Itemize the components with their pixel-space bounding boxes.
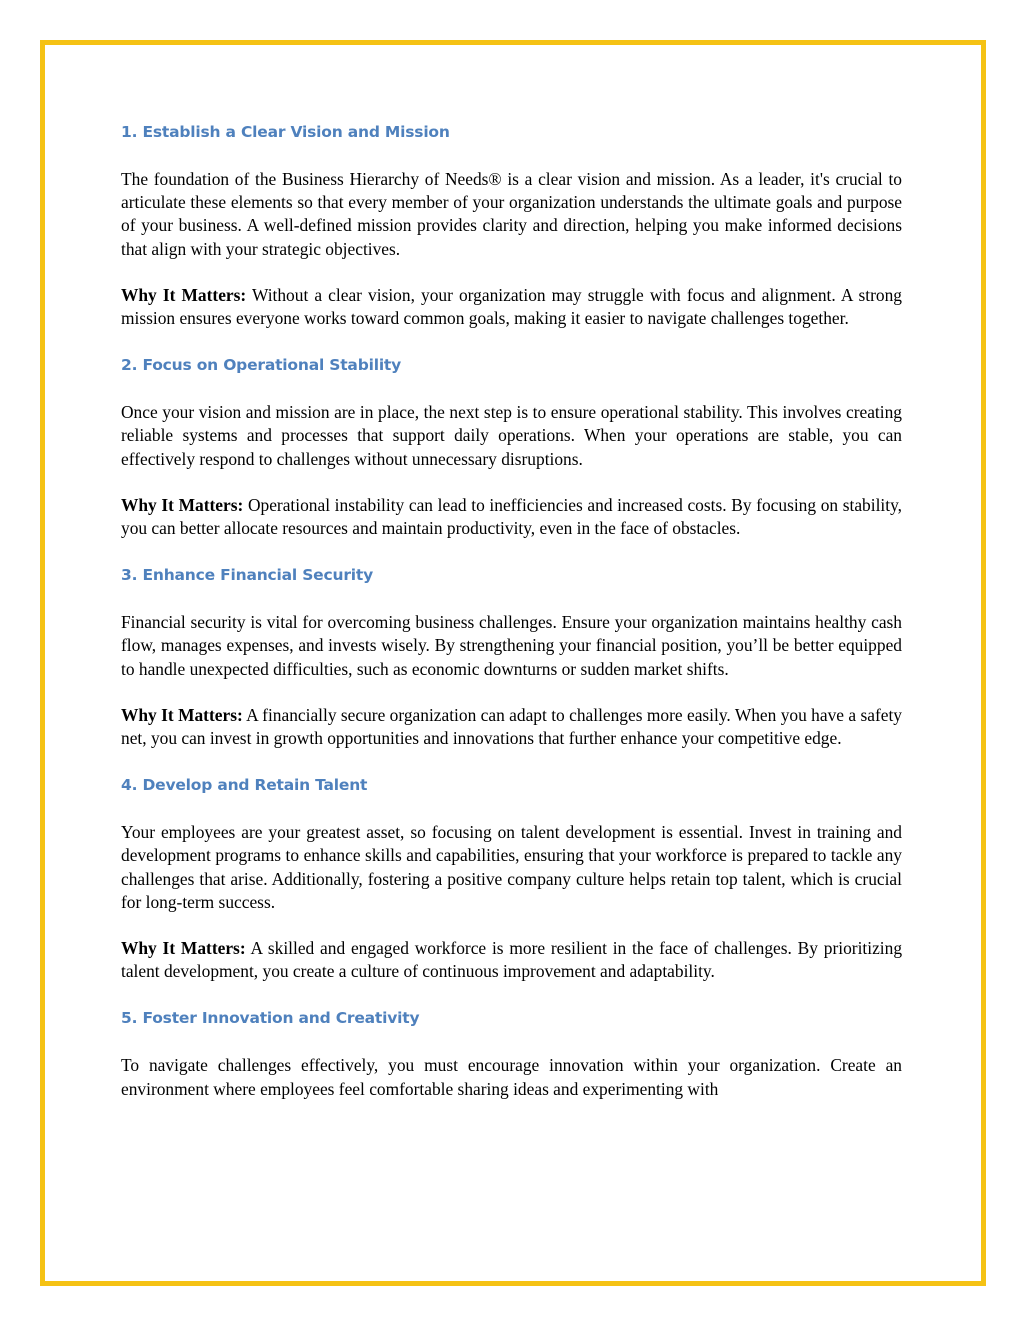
section-body-vision: The foundation of the Business Hierarchy of Needs® is a clear vision and mission. As a leader, it's crucial to articulate these elements so that every member of your organization understands the ultimate goals and purpose of your business. A well-defined mission provides clarity and direction, helping you make informed decisions that align with your strategic objectives.: [121, 169, 902, 259]
section-heading-operations: 2. Focus on Operational Stability: [121, 356, 402, 375]
why-it-matters-text: Without a clear vision, your organization may struggle with focus and alignment. A strong mission ensures everyone works toward common goals, making it easier to navigate challenges together.: [121, 284, 903, 329]
why-it-matters-label: Why It Matters:: [121, 494, 244, 515]
why-it-matters-financial: [121, 704, 902, 750]
section-heading-innovation: 5. Foster Innovation and Creativity: [121, 1009, 420, 1028]
section-body-operations: Once your vision and mission are in place, the next step is to ensure operational stability. This involves creating reliable systems and processes that support daily operations. When your operations are stable, you can effectively respond to challenges without unnecessary disruptions.: [121, 402, 902, 469]
why-it-matters-text: A financially secure organization can adapt to challenges more easily. When you have a safety net, you can invest in growth opportunities and innovations that further enhance your competitive edge.: [121, 704, 903, 749]
section-heading-talent: 4. Develop and Retain Talent: [121, 776, 368, 795]
section-heading-financial: 3. Enhance Financial Security: [121, 566, 373, 585]
why-it-matters-vision: [121, 284, 902, 330]
document-content: [121, 120, 902, 1101]
section-body-talent: Your employees are your greatest asset, so focusing on talent development is essential. Invest in training and development programs to enhance skills and capabilities, ensuring that your workforce is prepared to tackle any challenges that arise. Additionally, fostering a positive company culture helps retain top talent, which is crucial for long-term success.: [121, 822, 902, 912]
section-heading-vision: 1. Establish a Clear Vision and Mission: [121, 123, 450, 141]
why-it-matters-label: Why It Matters:: [121, 938, 246, 959]
why-it-matters-text: A skilled and engaged workforce is more resilient in the face of challenges. By prioritizing talent development, you create a culture of continuous improvement and adaptability.: [121, 938, 903, 982]
why-it-matters-label: Why It Matters:: [121, 704, 243, 725]
why-it-matters-text: Operational instability can lead to inefficiencies and increased costs. By focusing on stability, you can better allocate resources and maintain productivity, even in the face of obstacles.: [121, 494, 902, 539]
why-it-matters-talent: [121, 937, 902, 983]
section-body-innovation: To navigate challenges effectively, you must encourage innovation within your organization. Create an environment where employees feel comfortable sharing ideas and experimenting with: [121, 1055, 902, 1099]
section-body-financial: Financial security is vital for overcoming business challenges. Ensure your organization maintains healthy cash flow, manages expenses, and invests wisely. By strengthening your financial position, you’ll be better equipped to handle unexpected difficulties, such as economic downturns or sudden market shifts.: [121, 612, 902, 679]
why-it-matters-operations: [121, 494, 902, 540]
why-it-matters-label: Why It Matters:: [121, 284, 247, 305]
